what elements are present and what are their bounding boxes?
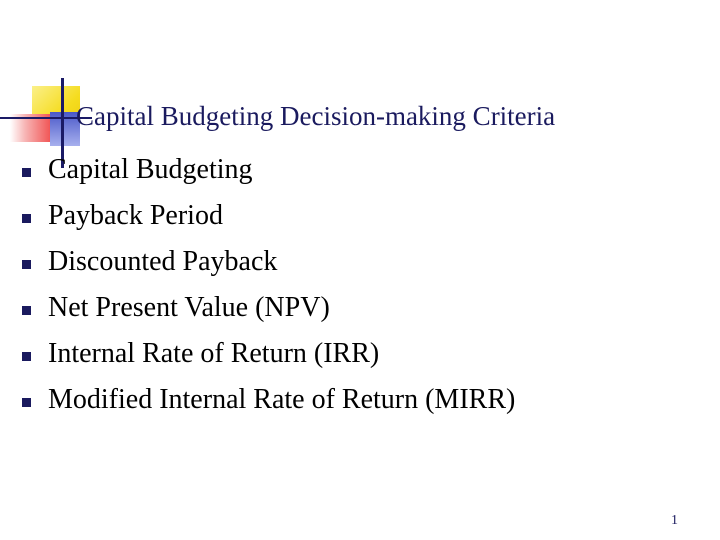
- bullet-text: Capital Budgeting: [48, 154, 253, 185]
- square-bullet-icon: [22, 306, 31, 315]
- bullet-text: Modified Internal Rate of Return (MIRR): [48, 384, 516, 415]
- page-number: 1: [671, 513, 678, 528]
- slide-title: Capital Budgeting Decision-making Criteria: [76, 101, 556, 131]
- square-bullet-icon: [22, 260, 31, 269]
- square-bullet-icon: [22, 214, 31, 223]
- square-bullet-icon: [22, 352, 31, 361]
- square-bullet-icon: [22, 398, 31, 407]
- bullet-text: Discounted Payback: [48, 246, 278, 277]
- bullet-text: Payback Period: [48, 200, 223, 231]
- bullet-text: Net Present Value (NPV): [48, 292, 330, 323]
- square-bullet-icon: [22, 168, 31, 177]
- bullet-text: Internal Rate of Return (IRR): [48, 338, 380, 369]
- decorative-corner-graphic: [0, 0, 120, 170]
